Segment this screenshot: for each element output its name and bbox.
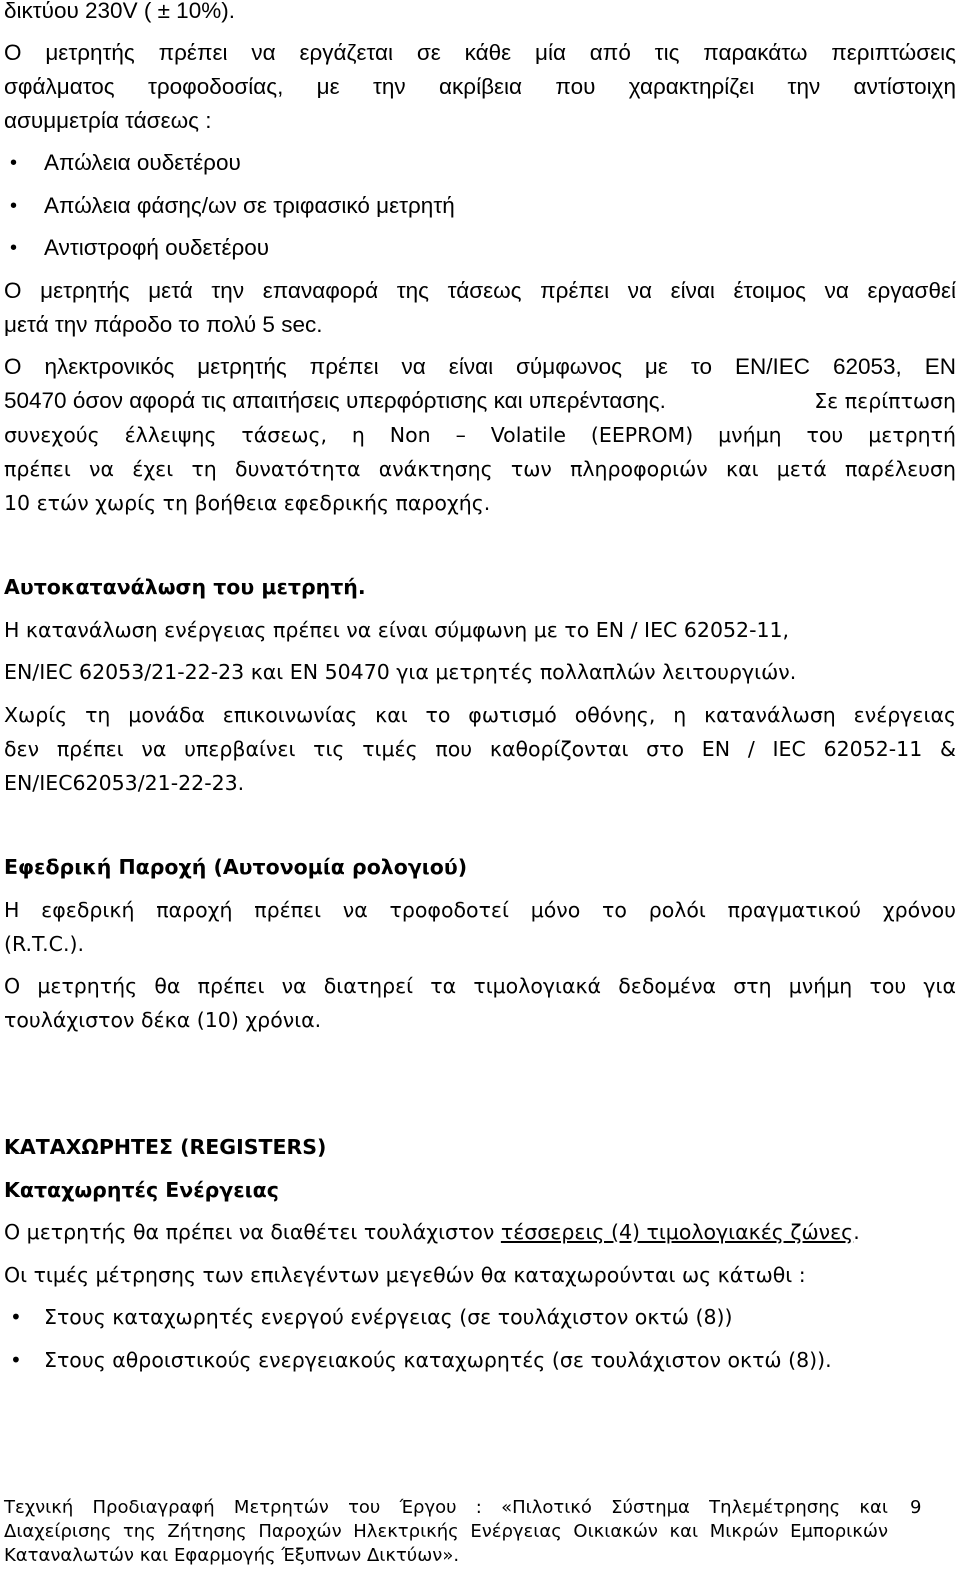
paragraph-line: Ο μετρητής πρέπει να εργάζεται σε κάθε μία από τις παρακάτω περιπτώσεις	[4, 40, 956, 65]
paragraph-line: Οι τιμές μέτρησης των επιλεγέντων μεγεθών θα καταχωρούνται ως κάτωθι :	[4, 1263, 806, 1287]
paragraph-line: Ο ηλεκτρονικός μετρητής πρέπει να είναι σύμφωνος με το EN/IEC 62053, EN	[4, 354, 956, 379]
paragraph-line: ασυμμετρία τάσεως :	[4, 108, 212, 133]
paragraph-line: τουλάχιστον δέκα (10) χρόνια.	[4, 1008, 322, 1032]
list-item: • Απώλεια ουδετέρου	[4, 148, 956, 180]
bullet-icon: •	[10, 195, 18, 217]
paragraph-line: μετά την πάροδο το πολύ 5 sec.	[4, 312, 323, 337]
paragraph-line: Η εφεδρική παροχή πρέπει να τροφοδοτεί μόνο το ρολόι πραγματικού χρόνου	[4, 898, 956, 922]
section-heading: Εφεδρική Παροχή (Αυτονομία ρολογιού)	[4, 855, 468, 879]
footer-line: Καταναλωτών και Εφαρμογής Έξυπνων Δικτύων».	[4, 1545, 460, 1566]
subsection-heading: Καταχωρητές Ενέργειας	[4, 1178, 279, 1202]
paragraph-line: σφάλματος τροφοδοσίας, με την ακρίβεια που χαρακτηρίζει την αντίστοιχη	[4, 74, 956, 99]
footer-line: Τεχνική Προδιαγραφή Μετρητών του Έργου : «Πιλοτικό Σύστημα Τηλεμέτρησης και	[4, 1497, 888, 1518]
paragraph-line: Σε περίπτωση	[814, 389, 956, 413]
paragraph-line: Ο μετρητής θα πρέπει να διατηρεί τα τιμολογιακά δεδομένα στη μνήμη του για	[4, 974, 956, 998]
paragraph-line: EN/IEC 62053/21-22-23 και EN 50470 για μετρητές πολλαπλών λειτουργιών.	[4, 660, 797, 684]
page-number: 9	[910, 1497, 922, 1518]
list-item: • Αντιστροφή ουδετέρου	[4, 233, 956, 265]
list-item: • Απώλεια φάσης/ων σε τριφασικό μετρητή	[4, 191, 956, 223]
paragraph-line: 50470 όσον αφορά τις απαιτήσεις υπερφόρτισης και υπερέντασης.	[4, 388, 666, 413]
underlined-text: τέσσερεις (4) τιμολογιακές ζώνες	[500, 1220, 854, 1244]
paragraph-line: δεν πρέπει να υπερβαίνει τις τιμές που καθορίζονται στο EN / IEC 62052-11 &	[4, 737, 956, 761]
paragraph-line: Ο μετρητής μετά την επαναφορά της τάσεως πρέπει να είναι έτοιμος να εργασθεί	[4, 278, 956, 303]
bullet-icon: •	[10, 237, 18, 259]
paragraph-line: 10 ετών χωρίς τη βοήθεια εφεδρικής παροχής.	[4, 491, 491, 515]
paragraph-line: Η κατανάλωση ενέργειας πρέπει να είναι σύμφωνη με το EN / IEC 62052-11,	[4, 618, 790, 642]
list-item: • Στους καταχωρητές ενεργού ενέργειας (σε τουλάχιστον οκτώ (8))	[4, 1302, 956, 1334]
paragraph-line: πρέπει να έχει τη δυνατότητα ανάκτησης των πληροφοριών και μετά παρέλευση	[4, 457, 956, 481]
paragraph-line: EN/IEC62053/21-22-23.	[4, 771, 245, 795]
bullet-icon: •	[10, 1305, 22, 1329]
paragraph-line: (R.T.C.).	[4, 932, 84, 956]
bullet-icon: •	[10, 1348, 22, 1372]
footer-line: Διαχείρισης της Ζήτησης Παροχών Ηλεκτρικής Ενέργειας Οικιακών και Μικρών Εμπορικών	[4, 1521, 888, 1542]
section-heading: ΚΑΤΑΧΩΡΗΤΕΣ (REGISTERS)	[4, 1135, 327, 1159]
section-heading: Αυτοκατανάλωση του μετρητή.	[4, 575, 366, 599]
list-item: • Στους αθροιστικούς ενεργειακούς καταχωρητές (σε τουλάχιστον οκτώ (8)).	[4, 1345, 956, 1377]
paragraph-line: Ο μετρητής θα πρέπει να διαθέτει τουλάχιστον τέσσερεις (4) τιμολογιακές ζώνες.	[4, 1220, 860, 1244]
paragraph-line: Χωρίς τη μονάδα επικοινωνίας και το φωτισμό οθόνης, η κατανάλωση ενέργειας	[4, 703, 956, 727]
bullet-icon: •	[10, 152, 18, 174]
intro-line: δικτύου 230V ( ± 10%).	[4, 0, 235, 23]
paragraph-line: συνεχούς έλλειψης τάσεως, η Non – Volatile (EEPROM) μνήμη του μετρητή	[4, 423, 956, 447]
